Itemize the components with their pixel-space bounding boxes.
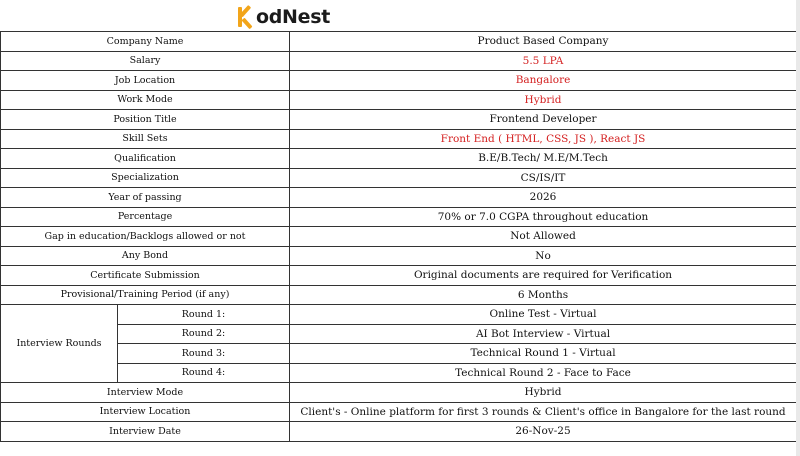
row-value: No (290, 246, 797, 266)
row-value: Bangalore (290, 71, 797, 91)
table-row (1, 305, 797, 325)
row-label: Percentage (1, 207, 290, 227)
row-label: Salary (1, 51, 290, 71)
table-row (1, 266, 797, 286)
table-row (1, 90, 797, 110)
details-table (0, 31, 797, 442)
row-value: Product Based Company (290, 32, 797, 52)
row-value: Front End ( HTML, CSS, JS ), React JS (290, 129, 797, 149)
row-label: Provisional/Training Period (if any) (1, 285, 290, 305)
table-row (1, 71, 797, 91)
row-value: CS/IS/IT (290, 168, 797, 188)
row-label: Company Name (1, 32, 290, 52)
logo-k-icon (237, 6, 255, 28)
row-label: Gap in education/Backlogs allowed or not (1, 227, 290, 247)
round-label: Round 3: (118, 344, 290, 364)
row-label: Interview Mode (1, 383, 290, 403)
sheet-edge (796, 0, 800, 456)
row-value: Hybrid (290, 383, 797, 403)
round-value: Online Test - Virtual (290, 305, 797, 325)
row-label: Skill Sets (1, 129, 290, 149)
kodnest-logo (237, 5, 330, 29)
round-value: Technical Round 2 - Face to Face (290, 363, 797, 383)
table-row (1, 285, 797, 305)
table-row (1, 149, 797, 169)
row-value: 26-Nov-25 (290, 422, 797, 442)
row-label: Qualification (1, 149, 290, 169)
row-label: Job Location (1, 71, 290, 91)
header-strip (0, 0, 800, 32)
row-label: Interview Date (1, 422, 290, 442)
row-value: Frontend Developer (290, 110, 797, 130)
round-label: Round 1: (118, 305, 290, 325)
table-row (1, 227, 797, 247)
round-value: Technical Round 1 - Virtual (290, 344, 797, 364)
row-value: 2026 (290, 188, 797, 208)
table-row (1, 168, 797, 188)
row-label: Certificate Submission (1, 266, 290, 286)
row-label: Interview Location (1, 402, 290, 422)
table-row (1, 422, 797, 442)
table-row (1, 402, 797, 422)
table-row (1, 324, 797, 344)
row-label: Year of passing (1, 188, 290, 208)
table-row (1, 129, 797, 149)
round-label: Round 4: (118, 363, 290, 383)
table-row (1, 383, 797, 403)
row-label: Any Bond (1, 246, 290, 266)
table-row (1, 207, 797, 227)
logo-text: odNest (256, 6, 331, 28)
row-label: Position Title (1, 110, 290, 130)
table-row (1, 110, 797, 130)
row-value: Hybrid (290, 90, 797, 110)
table-row (1, 344, 797, 364)
row-value: Client's - Online platform for first 3 rounds & Client's office in Bangalore for the last round (290, 402, 797, 422)
row-value: B.E/B.Tech/ M.E/M.Tech (290, 149, 797, 169)
round-value: AI Bot Interview - Virtual (290, 324, 797, 344)
table-row (1, 363, 797, 383)
table-row (1, 188, 797, 208)
row-value: 6 Months (290, 285, 797, 305)
row-value: 70% or 7.0 CGPA throughout education (290, 207, 797, 227)
row-label: Work Mode (1, 90, 290, 110)
round-label: Round 2: (118, 324, 290, 344)
table-row (1, 246, 797, 266)
table-row (1, 32, 797, 52)
row-value: Original documents are required for Verification (290, 266, 797, 286)
row-value: Not Allowed (290, 227, 797, 247)
table-row (1, 51, 797, 71)
row-value: 5.5 LPA (290, 51, 797, 71)
row-label: Specialization (1, 168, 290, 188)
interview-rounds-label: Interview Rounds (1, 305, 118, 383)
